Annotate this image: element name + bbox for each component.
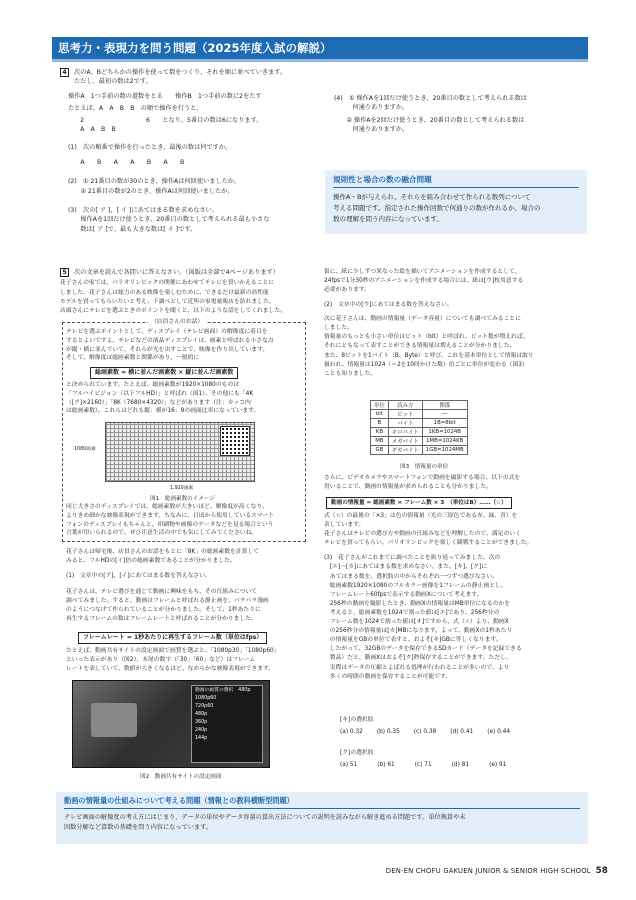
box-line: 考える問題です。指定された操作回数で何通りの数が作れるか、場合の (333, 204, 541, 212)
table-cell: KB (371, 428, 389, 437)
choice: (e) 0.44 (487, 729, 511, 735)
q5-line: といった表示があり（図2）、末尾の数字（「30」「60」など）はフレーム (66, 657, 256, 664)
table-cell: バイト (388, 419, 422, 428)
quality-menu (191, 685, 263, 763)
q5-line: 製品）だと、動画Xはおよそ[ク]秒保存することができます。ただし、 (324, 655, 512, 662)
quality-menu-title: 動画の画質の選択 480p (195, 688, 251, 693)
page-number: 58 (595, 866, 608, 876)
table-cell: MB (371, 437, 389, 446)
question-4-part-4 (334, 94, 584, 134)
choice: (b) 0.35 (376, 729, 400, 735)
table-cell: メガバイト (388, 437, 422, 446)
choice: (c) 0.38 (413, 729, 437, 735)
q5-line: 256秒の動画を撮影したとき、動画Xの情報量はMB単位になるのかを (324, 600, 511, 607)
box-line: 因数分解など算数の基礎を問う内容になっています。 (64, 824, 213, 831)
tenin-line: するとよいですよ。テレビなどの液晶ディスプレイは、画素と呼ばれる小さな点 (66, 337, 274, 344)
q5-line: 情報量のもっとも小さい単位はビット（bit）と呼ばれ、ビット数が増えれば、 (324, 334, 529, 341)
tenin-line: 言葉が用いられるので、ぜひ注意生活の中でも気にしてみてくださいね。 (66, 530, 258, 537)
table-row (371, 446, 468, 455)
formula-video-data: 動画の情報量 = 総画素数 × フレーム数 × 3 （単位はB）……（☆） (326, 497, 512, 509)
q5-line: 花子さんの家では、パリオリンピックの開催にあわせてテレビを買いかえることに (60, 280, 275, 287)
q5-after-text (66, 548, 316, 624)
q5-part-2: (2) 文章中の[ウ]にあてはまる数を答えなさい。 (324, 301, 453, 308)
table-cell: 1B=8bit (422, 419, 467, 428)
table-header: 関係 (422, 401, 467, 410)
quality-option[interactable]: 720p60 (195, 704, 214, 709)
table-cell: 1GB=1024MB (422, 446, 467, 455)
q4-part-1: (1) 次の順番で操作を行ったとき、最後の数は何ですか。 (68, 143, 232, 151)
q5-line: 扱われ、情報量は1024（＝2を10回かけた数）倍ごとに単位が変わる（図3） (324, 361, 528, 368)
q5-line: 総画素数1920×1080のフルカラー画像を1フレームの静止画とし、 (324, 582, 507, 589)
q4-line: 次のA、Bどちらかの操作を使って数をつくり、それを順に並べていきます。 (74, 69, 287, 76)
quality-option[interactable]: 144p (195, 736, 208, 741)
page-footer (386, 866, 608, 876)
divider (64, 808, 580, 809)
q4-part-4b: ② 操作Aを2回だけ使うとき、20番目の数として考えられる数は (334, 116, 525, 124)
q4-line: ただし、最初の数は2です。 (74, 78, 152, 86)
choice: (d) 0.41 (450, 729, 474, 735)
pixel-zoom-icon (220, 426, 250, 456)
table-cell: B (371, 419, 389, 428)
tenin-text (66, 328, 306, 363)
q4-part-1-ops: A B A A B A B (68, 159, 185, 167)
q5-right-text (324, 268, 586, 379)
choice: (a) 0.32 (340, 729, 363, 735)
table-row (371, 410, 468, 419)
q5-line: フレームレート60fpsで表示する動画Xについて考えます。 (324, 591, 483, 598)
choices-ki (340, 728, 586, 737)
q5-line: あてはまる数を、選択肢の中からそれぞれ一つずつ選びなさい。 (324, 573, 498, 580)
tenin-line: 同じ大きさのディスプレイでは、総画素数が大きいほど、解像度が高くなり、 (66, 504, 268, 510)
table-header: 単位 (371, 401, 389, 410)
tenin-line: は総画素数）。これらはどれも縦：横が16：9の画面比率になっています。 (66, 408, 260, 415)
choices-ki-label: [キ]の選択肢 (340, 717, 374, 723)
q5-line: 24fpsで1分30秒のアニメーションを作成する場合には、紙は[ウ]枚用意する (324, 278, 524, 285)
tenin-line: フォンのディスプレイもちゃんと、印刷物や画像のデータなどを見る場合という (66, 521, 274, 528)
tenin-title: （店員さんのお話） (148, 318, 206, 327)
q4-part-4b: 何通りありますか。 (334, 125, 409, 133)
formula-total-pixels: 総画素数 = 横に並んだ画素数 × 縦に並んだ画素数 (90, 367, 238, 379)
q5-part-3: (3) 花子さんがこれまでに調べたことを振り返ってみました。次の (324, 555, 501, 562)
q4-part-4a: 何通りありますか。 (334, 104, 409, 112)
q5-line: 仮に、紙に少しずつ異なった絵を描いてアニメーションを作成するとして、 (324, 269, 521, 275)
q5-line: の256秒分の情報量は[カ]MBになります。よって、動画Xの1秒あたり (324, 628, 513, 635)
q5-line: [エ]～[カ]にあてはまる数を求めなさい。また、[キ]、[ク]に (324, 564, 488, 571)
q4-part-4a: (4) ① 操作Aを1回だけ使うとき、20番目の数として考えられる数は (334, 95, 527, 102)
table-header: 読み方 (388, 401, 422, 410)
tenin-line: と決められています。たとえば、総画素数が1920×1080のものは (66, 382, 240, 388)
choice: (a) 51 (340, 762, 358, 768)
box-title: 規則性と場合の数の融合問題 (333, 175, 432, 184)
fig2-caption: 図2 動画共有サイトの設定画面 (140, 774, 222, 780)
q5-line: フレーム数を1024で割った値は[オ]ですから、式（☆）より、動画X (324, 619, 509, 626)
table-cell: ギガバイト (388, 446, 422, 455)
box-line: テレビ画面の解像度の考え方にはじまり、データの単位やデータ容量の算出方法についての説明を読みながら解き進める問題です。単位換算や未 (64, 814, 466, 821)
q4-part-3: 操作Aを1回だけ使うとき、20番目の数として考えられる最も小さな (68, 216, 270, 224)
fig1-caption: 図1 総画素数のイメージ (150, 496, 215, 502)
q5-line: のようにつなげて作られていることが分かりました。そして、1秒あたりに (66, 607, 261, 614)
q5-line: ことも知りました。 (324, 371, 377, 378)
tenin-line: 「フルハイビジョン（以下フルHD）」と呼ばれ（図1）、その他にも「4K (66, 390, 254, 397)
question-number: 4 (60, 68, 69, 77)
q4-line: たとえば、A A B B の順で操作を行うと、 (68, 104, 203, 112)
unit-table (370, 400, 468, 455)
q5-line: 表しています。 (324, 522, 365, 529)
q4-part-2a: (2) ① 21番目の数が30のとき、操作Aは何回使いましたか。 (68, 178, 241, 186)
table-cell: キロバイト (388, 428, 422, 437)
box-line: 数の理解を問う内容になっています。 (333, 215, 443, 223)
q4-part-2b: ② 21番目の数が2のとき、操作Aは何回使いましたか。 (68, 187, 234, 195)
q5-line: 式（☆）の最後の「×3」は色の情報量（光の三原色である赤、緑、青）を (324, 513, 518, 519)
q5-line: みると、フルHDの[イ]倍の総画素数であることが分かりました。 (66, 558, 236, 565)
header-stripe (52, 59, 588, 62)
table-row (371, 437, 468, 446)
q4-operations: 操作A 1つ手前の数の道数をとる 操作B 1つ手前の数に2をたす (68, 92, 262, 100)
page-header (52, 37, 588, 59)
q5-line: しました。 (324, 325, 353, 332)
q5-line: しました。花子さんは総力のある映像を楽しむために、できるだけ最新の高性能 (60, 289, 269, 296)
q5-line: 考えると、総画素数を1024で割った値は[エ]であり、256秒分の (324, 609, 500, 616)
q5-line: 次に花子さんは、動画の情報量（データ容量）についても調べてみることに (324, 315, 521, 322)
table-row (371, 428, 468, 437)
tenin-text-3 (66, 503, 306, 538)
table-row (371, 419, 468, 428)
q5-line: 調べてみました。すると、動画はフレームと呼ばれる静止画を、パラパラ漫画 (66, 597, 269, 604)
quality-option[interactable]: 480p (195, 712, 208, 717)
q5-line: また、8ビットを1バイト（B、Byte）と呼び、これを基本単位として情報は取り (324, 352, 534, 359)
choice: (c) 71 (414, 762, 432, 768)
question-5 (60, 268, 320, 316)
choice: (b) 61 (377, 762, 395, 768)
question-4 (60, 68, 320, 234)
table-cell: ― (422, 410, 467, 419)
q5-line: 多くの時間の動画を保存することが可能です。 (324, 673, 452, 680)
table-header-row (371, 401, 468, 410)
q5-part-1: (1) 文章中の[ア]、[イ]にあてはまる数を答えなさい。 (66, 573, 211, 580)
q5-line: 店頭さんにテレビを選ぶときのポイントを聞くと、以下のような話をしてくれました。 (60, 308, 286, 315)
q5-line: 花子さんは、テレビ選びを通じて動画に興味をもち、その仕組みについて (66, 588, 258, 595)
q5-after-text-2 (66, 647, 316, 675)
q5-line: 再生するフレームの数はフレームレートと呼ばれることが分かりました。 (66, 616, 257, 623)
divider (333, 187, 579, 188)
table-cell: 1KB=1024B (422, 428, 467, 437)
page-title: 思考力・表現力を問う問題（2025年度入試の解説） (58, 41, 332, 55)
school-name: DEN-EN CHOFU GAKUEN JUNIOR & SENIOR HIGH SCHOOL (385, 867, 591, 875)
formula-frame-rate: フレームレート = 1秒あたりに再生するフレーム数（単位はfps） (78, 632, 267, 644)
fig1-width-label: 1,920画素 (170, 486, 194, 491)
choices-ku (340, 761, 586, 770)
choice: (e) 91 (489, 762, 507, 768)
q5-line: レートを表していて、数値が大きくなるほど、なめらかな映像表現ができます。 (66, 666, 275, 673)
tenin-line: よりきめ細かな映像表現ができます。ちなみに、日頃から使用しているスマート (66, 512, 275, 519)
q5-line: の情報量をGBの単位で表すと、およそ[キ]GBに等しくなります。 (324, 637, 502, 644)
choice: (d) 81 (451, 762, 470, 768)
q5-right-text-3 (324, 512, 586, 682)
quality-option[interactable]: 1080p60 (195, 696, 217, 701)
q5-line: 花子さんはテレビの選び方や動画の仕組みなどを理解したので、満足のいく (324, 531, 521, 538)
quality-option[interactable]: 360p (195, 720, 208, 725)
table-cell: 1MB=1024KB (422, 437, 467, 446)
explanation-box-2 (56, 792, 588, 844)
q5-right-text-2 (324, 474, 586, 492)
explanation-box-1 (325, 170, 587, 234)
table-cell: bit (371, 410, 389, 419)
question-number: 5 (60, 268, 69, 277)
box-title: 動画の情報量の仕組みについて考える問題（情報との教科横断型問題） (64, 796, 294, 805)
q4-part-3: 数は[ ア ]で、最も大きな数は[ イ ]です。 (68, 225, 197, 233)
q5-line: したがって、32GBのデータを保存できるSDカード（データを記録できる (324, 646, 522, 653)
q5-line: たとえば、動画共有サイトの設定画面で画質を選ぶと、「1080p30」「1080p60」 (66, 648, 280, 654)
q5-line: 実際はデータの圧縮とよばれる処理が行われることが多いので、より (324, 664, 510, 671)
fig3-caption: 図3 情報量の単位 (400, 464, 449, 470)
choices-ku-label: [ク]の選択肢 (340, 750, 374, 756)
box-line: 操作A・Bが与えられ、それらを組み合わせて作られる数列について (333, 193, 531, 201)
laptop-shape (91, 703, 137, 737)
tenin-text-2 (66, 381, 306, 416)
tenin-line: そして、解像度は総画素数と関係があり、一般的に (66, 355, 200, 362)
q4-part-3: (3) 次の[ ア ]、[ イ ]にあてはまる数を求めなさい。 (68, 206, 219, 214)
fig1-height-label: 1080画素 (74, 447, 96, 452)
tenin-line: テレビを選ぶポイントとして、ディスプレイ（テレビ画面）の解像度に着目を (66, 329, 268, 335)
q5-line: モデルを買ってもらいたいと考え、下調べとして近所の家電量販店を訪れました。 (60, 298, 275, 305)
q5-line: 必要があります。 (324, 287, 370, 294)
q5-line: それにともなって表すことができる情報量は増えることが分かりました。 (324, 343, 516, 350)
tenin-line: が縦・横に並んでいて、それらが光を出すことで、映像を作り出しています。 (66, 346, 269, 353)
q5-line: 用いることで、動画の情報量が求められることも分かりました。 (324, 484, 492, 491)
table-cell: GB (371, 446, 389, 455)
video-settings-photo (72, 680, 270, 768)
q5-line: 花子さんは帰宅後、店員さんのお話をもとに「8K」の総画素数を計算して (66, 549, 259, 555)
choices (340, 716, 586, 770)
q4-example-ops: A A B B (74, 126, 116, 134)
table-cell: ビット (388, 410, 422, 419)
tenin-line: （[ア]×2160）」「8K（7680×4320）」などがあります（注：カッコ内 (66, 399, 251, 406)
q5-line: さらに、ビデオカメラやスマートフォンで動画を撮影する場合、以下の式を (324, 475, 521, 481)
q5-intro: 次の文章を読んで各問いに答えなさい。（図版は全部で4ページあります） (74, 269, 279, 276)
q5-line: テレビを買ってもらい、パリオリンピックを楽しく観戦することができました。 (324, 540, 533, 547)
quality-option[interactable]: 240p (195, 728, 208, 733)
q4-example-numbers: 2 6 となり、5番目の数は6になります。 (74, 117, 263, 125)
